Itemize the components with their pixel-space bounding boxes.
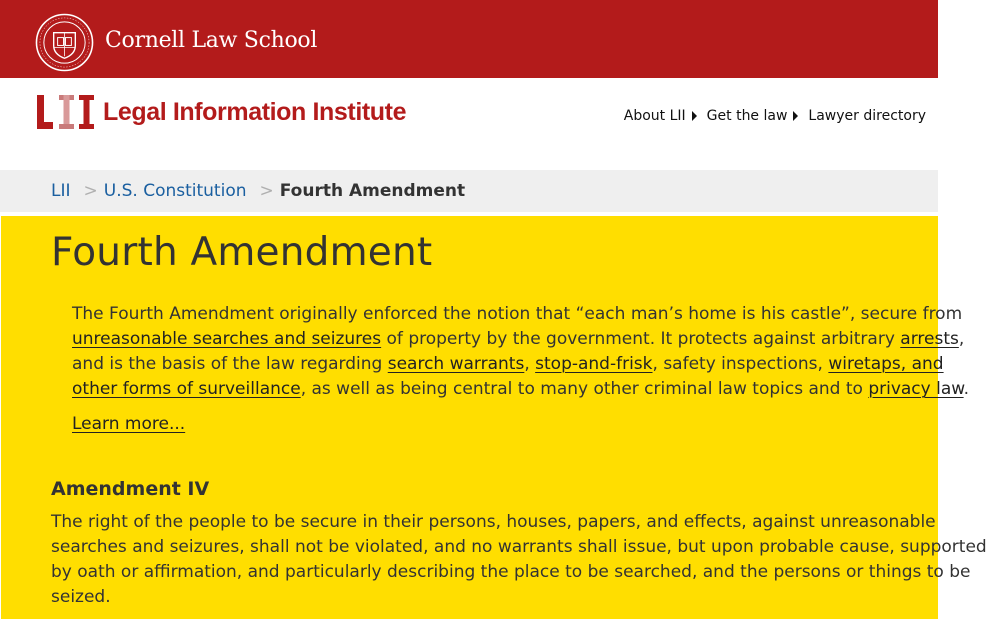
nav-lawyer-directory-label[interactable]: Lawyer directory bbox=[808, 108, 926, 124]
top-navigation bbox=[624, 108, 926, 124]
lii-header bbox=[0, 78, 938, 170]
link-wiretaps-and-surveillance-cont[interactable]: other forms of surveillance bbox=[72, 379, 301, 399]
link-wiretaps-and-surveillance[interactable]: wiretaps, and bbox=[828, 354, 944, 374]
summary-line bbox=[72, 327, 965, 352]
summary-text: , safety inspections, bbox=[652, 354, 829, 374]
summary-text: , bbox=[958, 329, 965, 349]
summary-text: , as well as being central to many other criminal law topics and to bbox=[300, 379, 869, 399]
lii-name[interactable]: Legal Information Institute bbox=[103, 98, 407, 126]
nav-about-lii[interactable] bbox=[624, 108, 707, 124]
summary-text: of property by the government. It protects against arbitrary bbox=[381, 329, 901, 349]
summary-line bbox=[72, 302, 963, 327]
learn-more-link[interactable]: Learn more... bbox=[72, 414, 186, 434]
page-title: Fourth Amendment bbox=[51, 230, 433, 275]
amendment-line: searches and seizures, shall not be violated, and no warrants shall issue, but upon probable cause, supported bbox=[51, 537, 987, 557]
link-privacy-law[interactable]: privacy law bbox=[868, 379, 964, 399]
link-arrests[interactable]: arrests bbox=[900, 329, 959, 349]
breadcrumb-separator: > bbox=[259, 181, 274, 201]
cornell-law-school-name[interactable]: Cornell Law School bbox=[105, 28, 318, 53]
summary-line bbox=[72, 377, 970, 402]
amendment-line: seized. bbox=[51, 587, 111, 607]
link-stop-and-frisk[interactable]: stop-and-frisk bbox=[535, 354, 653, 374]
amendment-heading: Amendment IV bbox=[51, 478, 210, 500]
link-unreasonable-searches-and-seizures[interactable]: unreasonable searches and seizures bbox=[72, 329, 382, 349]
nav-lawyer-directory[interactable] bbox=[808, 108, 926, 124]
summary-text: and is the basis of the law regarding bbox=[72, 354, 388, 374]
main-content bbox=[1, 216, 987, 619]
breadcrumb-current: Fourth Amendment bbox=[279, 181, 466, 201]
breadcrumb-separator: > bbox=[83, 181, 98, 201]
breadcrumb-us-constitution[interactable]: U.S. Constitution bbox=[103, 181, 247, 201]
cornell-header-bar bbox=[0, 0, 938, 78]
nav-get-the-law[interactable] bbox=[707, 108, 809, 124]
breadcrumb-lii[interactable]: LII bbox=[51, 181, 71, 201]
summary-text: , bbox=[524, 354, 536, 374]
summary-text: The Fourth Amendment originally enforced the notion that “each man’s home is his castle”, secure from bbox=[72, 304, 963, 324]
summary-paragraph bbox=[72, 302, 970, 402]
amendment-line: The right of the people to be secure in their persons, houses, papers, and effects, against unreasonable bbox=[51, 512, 936, 532]
breadcrumb bbox=[0, 170, 938, 212]
nav-get-the-law-label[interactable]: Get the law bbox=[706, 108, 788, 124]
amendment-text bbox=[51, 510, 987, 610]
amendment-line: by oath or affirmation, and particularly describing the place to be searched, and the persons or things to be bbox=[51, 562, 971, 582]
summary-text: . bbox=[963, 379, 970, 399]
nav-about-lii-label[interactable]: About LII bbox=[623, 108, 686, 124]
cornell-seal-icon[interactable] bbox=[35, 13, 94, 72]
caret-right-icon bbox=[793, 111, 798, 121]
caret-right-icon bbox=[692, 111, 697, 121]
link-search-warrants[interactable]: search warrants bbox=[387, 354, 525, 374]
summary-line bbox=[72, 352, 944, 377]
lii-logo-icon[interactable] bbox=[36, 94, 96, 130]
